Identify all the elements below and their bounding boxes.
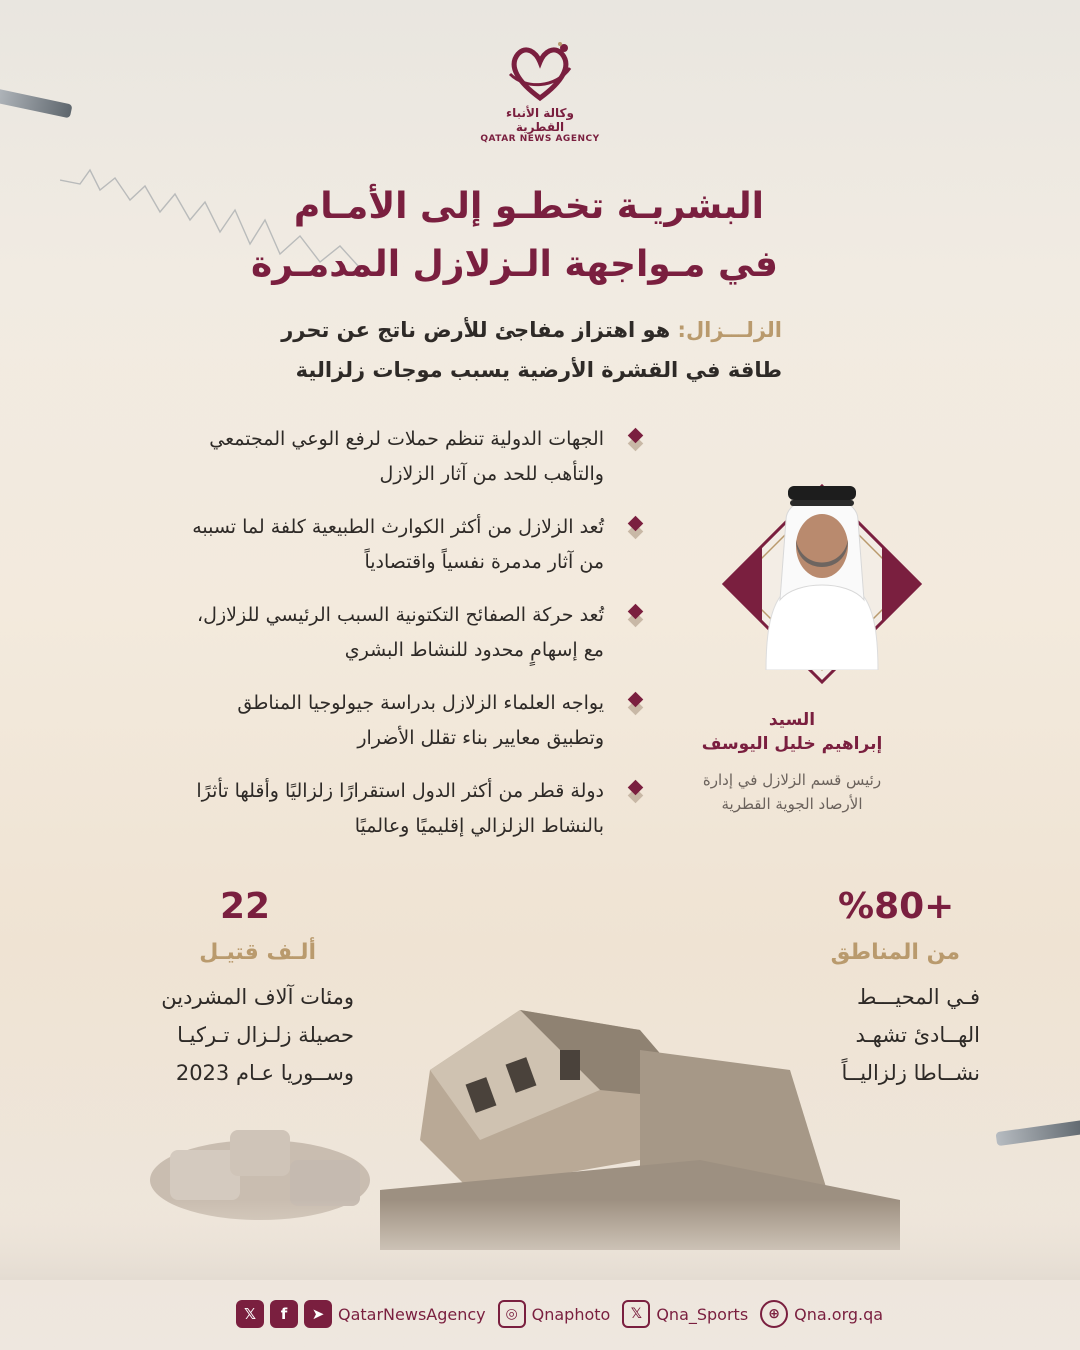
stat-regions-label: من المناطق [830, 940, 960, 965]
qna-emblem-icon [500, 40, 580, 102]
instagram-icon[interactable]: ◎ [498, 1300, 526, 1328]
bullet-line: من آثار مدمرة نفسياً واقتصادياً [364, 551, 604, 573]
person-role-line-1: رئيس قسم الزلازل في إدارة [702, 771, 882, 789]
earthquake-definition [262, 310, 782, 390]
diamond-bullet-icon [628, 694, 644, 710]
stat-regions-description [800, 978, 980, 1092]
stat-deaths-number: 22 [220, 886, 271, 927]
bullet-line: تُعد حركة الصفائح التكتونية السبب الرئيسي للزلازل، [197, 604, 604, 626]
qna-logo [480, 40, 600, 144]
person-silhouette [752, 480, 892, 670]
facts-list [128, 422, 648, 862]
stat-regions-line-1: فـي المحيـــط [856, 985, 980, 1009]
stat-deaths-line-1: ومئات آلاف المشردين [161, 985, 354, 1009]
bullet-line: مع إسهامٍ محدود للنشاط البشري [344, 639, 604, 661]
diamond-bullet-icon [628, 782, 644, 798]
social-footer [236, 1298, 889, 1330]
person-name: إبراهيم خليل اليوسف [701, 734, 883, 754]
logo-arabic-text: وكالة الأنباء القطرية [506, 106, 574, 134]
logo-english-text: QATAR NEWS AGENCY [480, 134, 600, 144]
person-role [672, 768, 912, 816]
stat-regions-number: %80+ [838, 886, 955, 927]
list-item [128, 686, 648, 754]
bullet-line: الجهات الدولية تنظم حملات لرفع الوعي المجتمعي [209, 428, 604, 450]
list-item [128, 422, 648, 490]
bullet-line: والتأهب للحد من آثار الزلازل [379, 463, 604, 485]
list-item [128, 598, 648, 666]
list-item [128, 510, 648, 578]
diamond-bullet-icon [628, 430, 644, 446]
diamond-bullet-icon [628, 606, 644, 622]
person-honorific: السيد [768, 710, 816, 730]
stat-deaths-line-2: حصيلة زلـزال تـركيـا [177, 1023, 354, 1047]
handle-photo[interactable]: Qnaphoto [531, 1304, 611, 1324]
headline-line-1: البشريـة تخطـو إلى الأمـام [293, 186, 764, 227]
seismograph-needle-top-left [0, 88, 73, 119]
bullet-line: يواجه العلماء الزلازل بدراسة جيولوجيا المناطق [237, 692, 604, 714]
person-name-block [672, 708, 912, 756]
definition-text-1: هو اهتزاز مفاجئ للأرض ناتج عن تحرر [281, 318, 678, 342]
stat-deaths-label: ألـف قتيـل [199, 940, 316, 965]
definition-line-1 [262, 310, 782, 350]
stat-deaths-line-3: وســوريا عـام 2023 [175, 1061, 354, 1085]
headline-line-2: في مـواجهة الـزلازل المدمـرة [251, 244, 778, 285]
diamond-bullet-icon [628, 518, 644, 534]
x-icon[interactable]: 𝕏 [236, 1300, 264, 1328]
definition-term: الزلـــزال: [677, 318, 782, 342]
bullet-line: بالنشاط الزلزالي إقليميًا وعالميًا [354, 815, 604, 837]
stat-deaths-description [114, 978, 354, 1092]
telegram-icon[interactable]: ➤ [304, 1300, 332, 1328]
person-role-line-2: الأرصاد الجوية القطرية [721, 795, 863, 813]
list-item [128, 774, 648, 842]
handle-main[interactable]: QatarNewsAgency [338, 1304, 486, 1324]
definition-text-2: طاقة في القشرة الأرضية يسبب موجات زلزالية [295, 358, 782, 382]
web-icon[interactable]: ⊕ [760, 1300, 788, 1328]
handle-sports[interactable]: Qna_Sports [656, 1304, 749, 1324]
x-icon[interactable]: 𝕏 [622, 1300, 650, 1328]
bullet-line: تُعد الزلازل من أكثر الكوارث الطبيعية كلفة لما تسببه [192, 516, 604, 538]
bullet-line: وتطبيق معايير بناء تقلل الأضرار [357, 727, 604, 749]
stat-regions-line-2: الهــادئ تشهـد [855, 1023, 980, 1047]
facebook-icon[interactable]: f [270, 1300, 298, 1328]
stat-regions-line-3: نشــاطا زلزاليــاً [841, 1061, 980, 1085]
website-link[interactable]: Qna.org.qa [794, 1304, 884, 1324]
bullet-line: دولة قطر من أكثر الدول استقرارًا زلزاليًا وأقلها تأثرًا [196, 780, 604, 802]
official-portrait [722, 440, 922, 684]
